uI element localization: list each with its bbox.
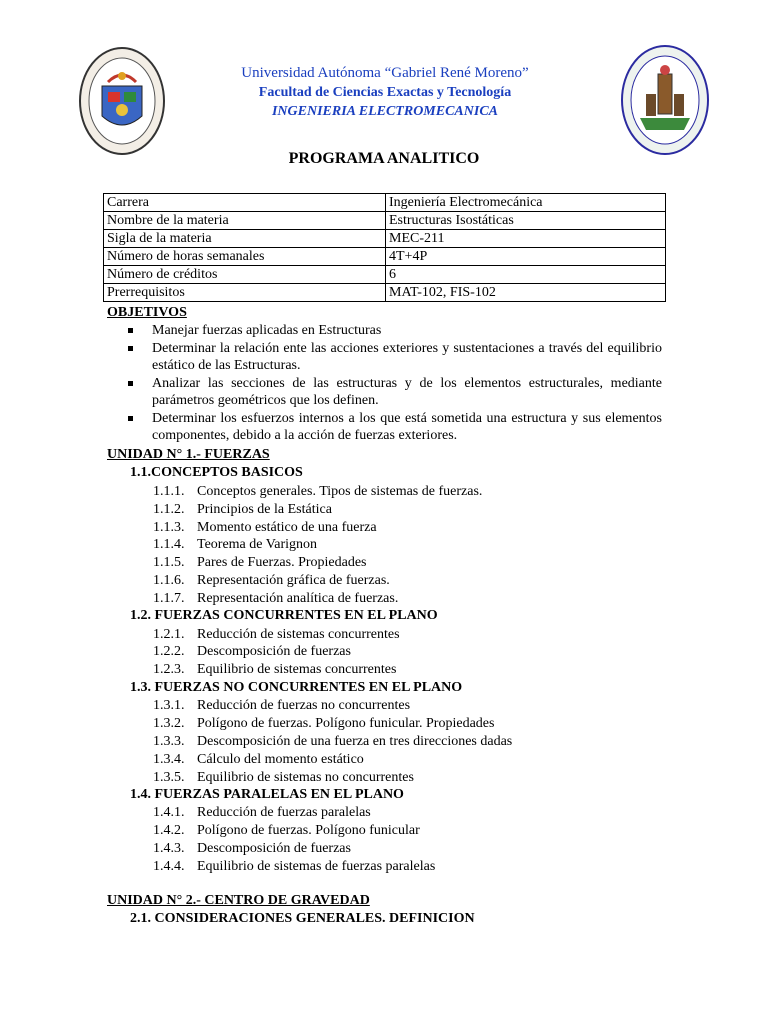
item-number: 1.4.3. bbox=[153, 841, 185, 856]
item-text: Reducción de fuerzas paralelas bbox=[197, 805, 371, 820]
section-title: 1.4. FUERZAS PARALELAS EN EL PLANO bbox=[130, 787, 404, 802]
list-item bbox=[107, 322, 662, 340]
table-row bbox=[104, 230, 666, 248]
table-value: 4T+4P bbox=[386, 248, 666, 266]
section-title: 1.1.CONCEPTOS BASICOS bbox=[130, 465, 303, 480]
list-item bbox=[153, 841, 351, 857]
institution-header bbox=[190, 64, 580, 121]
table-row bbox=[104, 194, 666, 212]
item-number: 1.2.3. bbox=[153, 662, 185, 677]
item-number: 1.2.1. bbox=[153, 627, 185, 642]
item-number: 1.1.6. bbox=[153, 573, 185, 588]
university-seal-right bbox=[620, 44, 710, 156]
table-value: MAT-102, FIS-102 bbox=[386, 284, 666, 302]
item-number: 1.1.4. bbox=[153, 537, 185, 552]
unit1-heading: UNIDAD N° 1.- FUERZAS bbox=[107, 447, 270, 462]
table-row bbox=[104, 212, 666, 230]
item-text: Polígono de fuerzas. Polígono funicular. Propiedades bbox=[197, 716, 495, 731]
table-value: MEC-211 bbox=[386, 230, 666, 248]
objective-text: Determinar la relación ente las acciones exteriores y sustentaciones a través del equilibrio estático de las Estructuras. bbox=[152, 340, 662, 373]
item-number: 1.4.1. bbox=[153, 805, 185, 820]
item-text: Equilibrio de sistemas concurrentes bbox=[197, 662, 397, 677]
list-item bbox=[153, 698, 410, 714]
table-value: Ingeniería Electromecánica bbox=[386, 194, 666, 212]
list-item bbox=[153, 823, 420, 839]
item-number: 1.3.5. bbox=[153, 770, 185, 785]
table-row bbox=[104, 266, 666, 284]
unit2-heading: UNIDAD N° 2.- CENTRO DE GRAVEDAD bbox=[107, 893, 370, 908]
item-number: 1.1.1. bbox=[153, 484, 185, 499]
list-item bbox=[153, 537, 317, 553]
table-key: Sigla de la materia bbox=[104, 230, 386, 248]
item-number: 1.4.4. bbox=[153, 859, 185, 874]
item-text: Cálculo del momento estático bbox=[197, 752, 364, 767]
section-title: 2.1. CONSIDERACIONES GENERALES. DEFINICION bbox=[130, 911, 475, 926]
university-name: Universidad Autónoma “Gabriel René Moreno” bbox=[241, 65, 529, 81]
faculty-name: Facultad de Ciencias Exactas y Tecnología bbox=[258, 85, 512, 100]
item-number: 1.3.4. bbox=[153, 752, 185, 767]
bullet-icon bbox=[128, 416, 133, 421]
item-text: Reducción de sistemas concurrentes bbox=[197, 627, 400, 642]
list-item bbox=[153, 502, 332, 518]
item-text: Reducción de fuerzas no concurrentes bbox=[197, 698, 411, 713]
objective-text: Manejar fuerzas aplicadas en Estructuras bbox=[152, 323, 382, 338]
table-value: 6 bbox=[386, 266, 666, 284]
list-item bbox=[107, 375, 662, 410]
item-text: Equilibrio de sistemas de fuerzas paralelas bbox=[197, 859, 436, 874]
item-number: 1.3.2. bbox=[153, 716, 185, 731]
item-text: Representación analítica de fuerzas. bbox=[197, 591, 399, 606]
list-item bbox=[153, 752, 364, 768]
list-item bbox=[153, 770, 414, 786]
table-key: Nombre de la materia bbox=[104, 212, 386, 230]
item-text: Teorema de Varignon bbox=[197, 537, 318, 552]
item-number: 1.1.2. bbox=[153, 502, 185, 517]
list-item bbox=[153, 573, 390, 589]
university-seal-left bbox=[78, 46, 166, 156]
item-text: Equilibrio de sistemas no concurrentes bbox=[197, 770, 414, 785]
item-text: Pares de Fuerzas. Propiedades bbox=[197, 555, 367, 570]
list-item bbox=[153, 716, 494, 732]
table-value: Estructuras Isostáticas bbox=[386, 212, 666, 230]
table-key: Número de créditos bbox=[104, 266, 386, 284]
item-number: 1.4.2. bbox=[153, 823, 185, 838]
item-number: 1.2.2. bbox=[153, 644, 185, 659]
item-number: 1.3.3. bbox=[153, 734, 185, 749]
course-info-table bbox=[103, 193, 666, 302]
item-text: Descomposición de fuerzas bbox=[197, 644, 351, 659]
item-text: Descomposición de una fuerza en tres direcciones dadas bbox=[197, 734, 513, 749]
list-item bbox=[153, 555, 367, 571]
list-item bbox=[153, 520, 377, 536]
table-row bbox=[104, 248, 666, 266]
bullet-icon bbox=[128, 346, 133, 351]
list-item bbox=[107, 340, 662, 375]
item-text: Representación gráfica de fuerzas. bbox=[197, 573, 390, 588]
bullet-icon bbox=[128, 328, 133, 333]
list-item bbox=[153, 484, 482, 500]
list-item bbox=[153, 805, 371, 821]
table-key: Prerrequisitos bbox=[104, 284, 386, 302]
page-title: PROGRAMA ANALITICO bbox=[288, 150, 480, 167]
bullet-icon bbox=[128, 381, 133, 386]
objective-text: Analizar las secciones de las estructuras y de los elementos estructurales, mediante parámetros geométricos que los definen. bbox=[152, 375, 662, 408]
item-number: 1.3.1. bbox=[153, 698, 185, 713]
objectives-list bbox=[107, 322, 662, 445]
list-item bbox=[153, 734, 512, 750]
objective-text: Determinar los esfuerzos internos a los que está sometida una estructura y sus elementos componentes, debido a la acción de fuerzas exteriores. bbox=[152, 410, 662, 443]
item-number: 1.1.5. bbox=[153, 555, 185, 570]
list-item bbox=[107, 410, 662, 445]
item-text: Descomposición de fuerzas bbox=[197, 841, 351, 856]
item-text: Conceptos generales. Tipos de sistemas de fuerzas. bbox=[197, 484, 483, 499]
list-item bbox=[153, 627, 400, 643]
item-number: 1.1.3. bbox=[153, 520, 185, 535]
item-text: Momento estático de una fuerza bbox=[197, 520, 377, 535]
table-key: Carrera bbox=[104, 194, 386, 212]
objectives-heading: OBJETIVOS bbox=[107, 305, 187, 320]
section-title: 1.2. FUERZAS CONCURRENTES EN EL PLANO bbox=[130, 608, 438, 623]
table-key: Número de horas semanales bbox=[104, 248, 386, 266]
list-item bbox=[153, 591, 398, 607]
item-number: 1.1.7. bbox=[153, 591, 185, 606]
list-item bbox=[153, 644, 351, 660]
career-name: INGENIERIA ELECTROMECANICA bbox=[271, 104, 499, 119]
table-row bbox=[104, 284, 666, 302]
item-text: Polígono de fuerzas. Polígono funicular bbox=[197, 823, 420, 838]
section-title: 1.3. FUERZAS NO CONCURRENTES EN EL PLANO bbox=[130, 680, 463, 695]
item-text: Principios de la Estática bbox=[197, 502, 332, 517]
list-item bbox=[153, 859, 435, 875]
list-item bbox=[153, 662, 396, 678]
